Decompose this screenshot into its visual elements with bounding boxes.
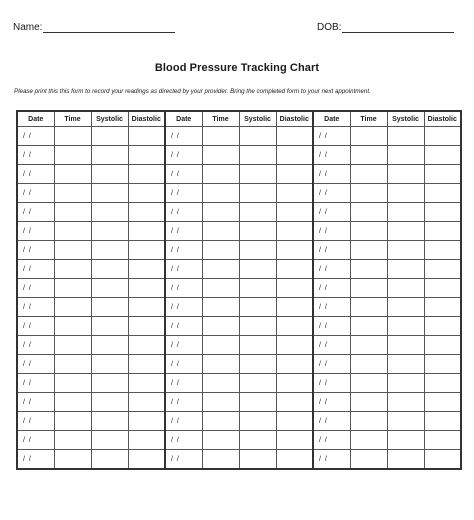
diastolic-cell[interactable]: [276, 355, 313, 374]
diastolic-cell[interactable]: [276, 298, 313, 317]
time-cell[interactable]: [350, 393, 387, 412]
systolic-cell[interactable]: [387, 165, 424, 184]
systolic-cell[interactable]: [387, 184, 424, 203]
date-cell[interactable]: / /: [165, 450, 202, 470]
diastolic-cell[interactable]: [128, 393, 165, 412]
systolic-cell[interactable]: [239, 412, 276, 431]
systolic-cell[interactable]: [387, 431, 424, 450]
date-cell[interactable]: / /: [17, 279, 54, 298]
diastolic-cell[interactable]: [276, 431, 313, 450]
time-cell[interactable]: [350, 450, 387, 470]
systolic-cell[interactable]: [387, 146, 424, 165]
systolic-cell[interactable]: [239, 317, 276, 336]
date-cell[interactable]: / /: [313, 184, 350, 203]
time-cell[interactable]: [54, 279, 91, 298]
time-cell[interactable]: [202, 260, 239, 279]
date-cell[interactable]: / /: [165, 355, 202, 374]
table-row: [17, 431, 461, 450]
time-cell[interactable]: [202, 336, 239, 355]
diastolic-cell[interactable]: [276, 203, 313, 222]
systolic-cell[interactable]: [239, 355, 276, 374]
table-row: [17, 260, 461, 279]
diastolic-cell[interactable]: [276, 317, 313, 336]
date-cell[interactable]: / /: [17, 412, 54, 431]
systolic-cell[interactable]: [91, 203, 128, 222]
time-cell[interactable]: [54, 165, 91, 184]
systolic-cell[interactable]: [387, 412, 424, 431]
date-cell[interactable]: / /: [165, 317, 202, 336]
name-label: Name:: [13, 22, 43, 33]
table-body: [17, 127, 461, 470]
diastolic-cell[interactable]: [424, 184, 461, 203]
instructions-text: Please print this this form to record your readings as directed by your provider. Bring the completed form to your next appointment.: [14, 88, 371, 95]
systolic-cell[interactable]: [91, 165, 128, 184]
date-cell[interactable]: / /: [165, 241, 202, 260]
diastolic-cell[interactable]: [424, 241, 461, 260]
systolic-cell[interactable]: [91, 393, 128, 412]
systolic-cell[interactable]: [387, 355, 424, 374]
diastolic-cell[interactable]: [276, 412, 313, 431]
time-cell[interactable]: [54, 336, 91, 355]
diastolic-cell[interactable]: [128, 184, 165, 203]
time-cell[interactable]: [350, 260, 387, 279]
diastolic-cell[interactable]: [128, 298, 165, 317]
diastolic-cell[interactable]: [424, 393, 461, 412]
systolic-cell[interactable]: [239, 146, 276, 165]
diastolic-cell[interactable]: [424, 336, 461, 355]
date-cell[interactable]: / /: [313, 412, 350, 431]
date-cell[interactable]: / /: [17, 146, 54, 165]
systolic-cell[interactable]: [387, 127, 424, 146]
systolic-cell[interactable]: [91, 127, 128, 146]
date-cell[interactable]: / /: [17, 127, 54, 146]
date-cell[interactable]: / /: [17, 165, 54, 184]
diastolic-cell[interactable]: [276, 127, 313, 146]
systolic-cell[interactable]: [91, 374, 128, 393]
time-cell[interactable]: [350, 203, 387, 222]
date-cell[interactable]: / /: [17, 298, 54, 317]
date-cell[interactable]: / /: [313, 431, 350, 450]
time-cell[interactable]: [54, 374, 91, 393]
diastolic-cell[interactable]: [276, 450, 313, 470]
date-cell[interactable]: / /: [165, 222, 202, 241]
table-row: [17, 393, 461, 412]
table-header-row: [17, 111, 461, 127]
column-header-diastolic: Diastolic: [128, 111, 165, 127]
time-cell[interactable]: [202, 203, 239, 222]
tracking-table: [16, 110, 462, 470]
time-cell[interactable]: [350, 355, 387, 374]
time-cell[interactable]: [202, 317, 239, 336]
dob-label: DOB:: [317, 22, 342, 33]
name-input-line[interactable]: [43, 22, 175, 33]
diastolic-cell[interactable]: [276, 336, 313, 355]
diastolic-cell[interactable]: [128, 279, 165, 298]
diastolic-cell[interactable]: [424, 431, 461, 450]
column-header-time: Time: [202, 111, 239, 127]
date-cell[interactable]: / /: [17, 203, 54, 222]
systolic-cell[interactable]: [91, 184, 128, 203]
diastolic-cell[interactable]: [128, 222, 165, 241]
dob-input-line[interactable]: [342, 22, 454, 33]
systolic-cell[interactable]: [239, 298, 276, 317]
diastolic-cell[interactable]: [128, 127, 165, 146]
systolic-cell[interactable]: [91, 355, 128, 374]
time-cell[interactable]: [54, 127, 91, 146]
systolic-cell[interactable]: [239, 393, 276, 412]
diastolic-cell[interactable]: [128, 146, 165, 165]
systolic-cell[interactable]: [91, 298, 128, 317]
date-cell[interactable]: / /: [165, 374, 202, 393]
date-cell[interactable]: / /: [17, 317, 54, 336]
diastolic-cell[interactable]: [128, 336, 165, 355]
time-cell[interactable]: [202, 127, 239, 146]
table-row: [17, 165, 461, 184]
diastolic-cell[interactable]: [276, 374, 313, 393]
date-cell[interactable]: / /: [17, 355, 54, 374]
diastolic-cell[interactable]: [276, 260, 313, 279]
table-row: [17, 279, 461, 298]
time-cell[interactable]: [202, 412, 239, 431]
systolic-cell[interactable]: [387, 222, 424, 241]
diastolic-cell[interactable]: [424, 298, 461, 317]
time-cell[interactable]: [350, 165, 387, 184]
column-header-systolic: Systolic: [91, 111, 128, 127]
date-cell[interactable]: / /: [165, 298, 202, 317]
systolic-cell[interactable]: [91, 317, 128, 336]
date-cell[interactable]: / /: [165, 146, 202, 165]
header-fields: [13, 22, 462, 36]
diastolic-cell[interactable]: [276, 393, 313, 412]
diastolic-cell[interactable]: [424, 222, 461, 241]
time-cell[interactable]: [54, 355, 91, 374]
time-cell[interactable]: [350, 222, 387, 241]
systolic-cell[interactable]: [239, 374, 276, 393]
diastolic-cell[interactable]: [128, 165, 165, 184]
date-cell[interactable]: / /: [313, 222, 350, 241]
time-cell[interactable]: [54, 431, 91, 450]
systolic-cell[interactable]: [239, 222, 276, 241]
time-cell[interactable]: [54, 222, 91, 241]
date-cell[interactable]: / /: [313, 146, 350, 165]
systolic-cell[interactable]: [239, 431, 276, 450]
time-cell[interactable]: [350, 146, 387, 165]
time-cell[interactable]: [202, 165, 239, 184]
date-cell[interactable]: / /: [165, 336, 202, 355]
name-field: [13, 22, 175, 33]
systolic-cell[interactable]: [387, 336, 424, 355]
systolic-cell[interactable]: [91, 412, 128, 431]
diastolic-cell[interactable]: [424, 203, 461, 222]
diastolic-cell[interactable]: [424, 127, 461, 146]
date-cell[interactable]: / /: [165, 165, 202, 184]
column-header-diastolic: Diastolic: [424, 111, 461, 127]
date-cell[interactable]: / /: [17, 374, 54, 393]
time-cell[interactable]: [202, 374, 239, 393]
diastolic-cell[interactable]: [424, 279, 461, 298]
systolic-cell[interactable]: [387, 279, 424, 298]
table-row: [17, 146, 461, 165]
systolic-cell[interactable]: [239, 336, 276, 355]
date-cell[interactable]: / /: [313, 165, 350, 184]
diastolic-cell[interactable]: [276, 279, 313, 298]
systolic-cell[interactable]: [387, 374, 424, 393]
time-cell[interactable]: [54, 203, 91, 222]
column-header-date: Date: [17, 111, 54, 127]
time-cell[interactable]: [54, 184, 91, 203]
systolic-cell[interactable]: [387, 260, 424, 279]
diastolic-cell[interactable]: [276, 241, 313, 260]
diastolic-cell[interactable]: [276, 222, 313, 241]
table-row: [17, 298, 461, 317]
systolic-cell[interactable]: [91, 260, 128, 279]
date-cell[interactable]: / /: [17, 184, 54, 203]
date-cell[interactable]: / /: [17, 241, 54, 260]
date-cell[interactable]: / /: [17, 260, 54, 279]
date-cell[interactable]: / /: [165, 260, 202, 279]
systolic-cell[interactable]: [239, 279, 276, 298]
time-cell[interactable]: [350, 317, 387, 336]
diastolic-cell[interactable]: [424, 412, 461, 431]
time-cell[interactable]: [350, 241, 387, 260]
column-header-date: Date: [165, 111, 202, 127]
date-cell[interactable]: / /: [313, 279, 350, 298]
diastolic-cell[interactable]: [128, 260, 165, 279]
systolic-cell[interactable]: [91, 431, 128, 450]
time-cell[interactable]: [202, 393, 239, 412]
time-cell[interactable]: [54, 298, 91, 317]
date-cell[interactable]: / /: [313, 374, 350, 393]
time-cell[interactable]: [202, 241, 239, 260]
date-cell[interactable]: / /: [313, 450, 350, 470]
diastolic-cell[interactable]: [128, 450, 165, 470]
date-cell[interactable]: / /: [313, 336, 350, 355]
time-cell[interactable]: [202, 279, 239, 298]
systolic-cell[interactable]: [239, 450, 276, 470]
column-header-time: Time: [54, 111, 91, 127]
systolic-cell[interactable]: [387, 317, 424, 336]
diastolic-cell[interactable]: [424, 146, 461, 165]
table-row: [17, 203, 461, 222]
date-cell[interactable]: / /: [165, 431, 202, 450]
systolic-cell[interactable]: [387, 241, 424, 260]
time-cell[interactable]: [350, 336, 387, 355]
time-cell[interactable]: [54, 260, 91, 279]
table-row: [17, 184, 461, 203]
systolic-cell[interactable]: [387, 298, 424, 317]
date-cell[interactable]: / /: [313, 355, 350, 374]
systolic-cell[interactable]: [239, 127, 276, 146]
column-header-diastolic: Diastolic: [276, 111, 313, 127]
table-row: [17, 241, 461, 260]
date-cell[interactable]: / /: [165, 127, 202, 146]
table-row: [17, 374, 461, 393]
systolic-cell[interactable]: [239, 260, 276, 279]
diastolic-cell[interactable]: [424, 260, 461, 279]
date-cell[interactable]: / /: [313, 317, 350, 336]
diastolic-cell[interactable]: [424, 355, 461, 374]
diastolic-cell[interactable]: [276, 146, 313, 165]
diastolic-cell[interactable]: [276, 184, 313, 203]
table-row: [17, 412, 461, 431]
systolic-cell[interactable]: [91, 146, 128, 165]
table-row: [17, 222, 461, 241]
page-title: Blood Pressure Tracking Chart: [154, 62, 320, 74]
date-cell[interactable]: / /: [313, 298, 350, 317]
column-header-time: Time: [350, 111, 387, 127]
systolic-cell[interactable]: [239, 184, 276, 203]
date-cell[interactable]: / /: [17, 450, 54, 470]
diastolic-cell[interactable]: [128, 241, 165, 260]
time-cell[interactable]: [54, 241, 91, 260]
table-row: [17, 127, 461, 146]
diastolic-cell[interactable]: [128, 412, 165, 431]
systolic-cell[interactable]: [239, 203, 276, 222]
date-cell[interactable]: / /: [313, 260, 350, 279]
time-cell[interactable]: [54, 412, 91, 431]
time-cell[interactable]: [350, 298, 387, 317]
date-cell[interactable]: / /: [165, 393, 202, 412]
systolic-cell[interactable]: [239, 165, 276, 184]
date-cell[interactable]: / /: [165, 203, 202, 222]
diastolic-cell[interactable]: [128, 317, 165, 336]
time-cell[interactable]: [54, 146, 91, 165]
systolic-cell[interactable]: [91, 336, 128, 355]
column-header-date: Date: [313, 111, 350, 127]
date-cell[interactable]: / /: [313, 127, 350, 146]
date-cell[interactable]: / /: [313, 203, 350, 222]
systolic-cell[interactable]: [387, 450, 424, 470]
time-cell[interactable]: [350, 127, 387, 146]
systolic-cell[interactable]: [91, 279, 128, 298]
table-row: [17, 450, 461, 470]
time-cell[interactable]: [54, 393, 91, 412]
date-cell[interactable]: / /: [17, 222, 54, 241]
column-header-systolic: Systolic: [387, 111, 424, 127]
date-cell[interactable]: / /: [313, 241, 350, 260]
date-cell[interactable]: / /: [165, 184, 202, 203]
table-row: [17, 336, 461, 355]
time-cell[interactable]: [350, 431, 387, 450]
time-cell[interactable]: [202, 431, 239, 450]
systolic-cell[interactable]: [91, 450, 128, 470]
systolic-cell[interactable]: [91, 222, 128, 241]
diastolic-cell[interactable]: [128, 374, 165, 393]
date-cell[interactable]: / /: [17, 336, 54, 355]
time-cell[interactable]: [350, 412, 387, 431]
diastolic-cell[interactable]: [128, 431, 165, 450]
systolic-cell[interactable]: [387, 203, 424, 222]
time-cell[interactable]: [350, 279, 387, 298]
diastolic-cell[interactable]: [128, 203, 165, 222]
date-cell[interactable]: / /: [313, 393, 350, 412]
column-header-systolic: Systolic: [239, 111, 276, 127]
time-cell[interactable]: [202, 298, 239, 317]
diastolic-cell[interactable]: [128, 355, 165, 374]
systolic-cell[interactable]: [91, 241, 128, 260]
time-cell[interactable]: [202, 184, 239, 203]
date-cell[interactable]: / /: [17, 393, 54, 412]
time-cell[interactable]: [54, 450, 91, 470]
time-cell[interactable]: [202, 450, 239, 470]
table-row: [17, 355, 461, 374]
time-cell[interactable]: [54, 317, 91, 336]
date-cell[interactable]: / /: [17, 431, 54, 450]
time-cell[interactable]: [202, 222, 239, 241]
date-cell[interactable]: / /: [165, 279, 202, 298]
diastolic-cell[interactable]: [276, 165, 313, 184]
time-cell[interactable]: [202, 146, 239, 165]
time-cell[interactable]: [202, 355, 239, 374]
systolic-cell[interactable]: [387, 393, 424, 412]
dob-field: [317, 22, 454, 33]
diastolic-cell[interactable]: [424, 374, 461, 393]
time-cell[interactable]: [350, 374, 387, 393]
diastolic-cell[interactable]: [424, 165, 461, 184]
diastolic-cell[interactable]: [424, 317, 461, 336]
systolic-cell[interactable]: [239, 241, 276, 260]
diastolic-cell[interactable]: [424, 450, 461, 470]
time-cell[interactable]: [350, 184, 387, 203]
date-cell[interactable]: / /: [165, 412, 202, 431]
table-row: [17, 317, 461, 336]
